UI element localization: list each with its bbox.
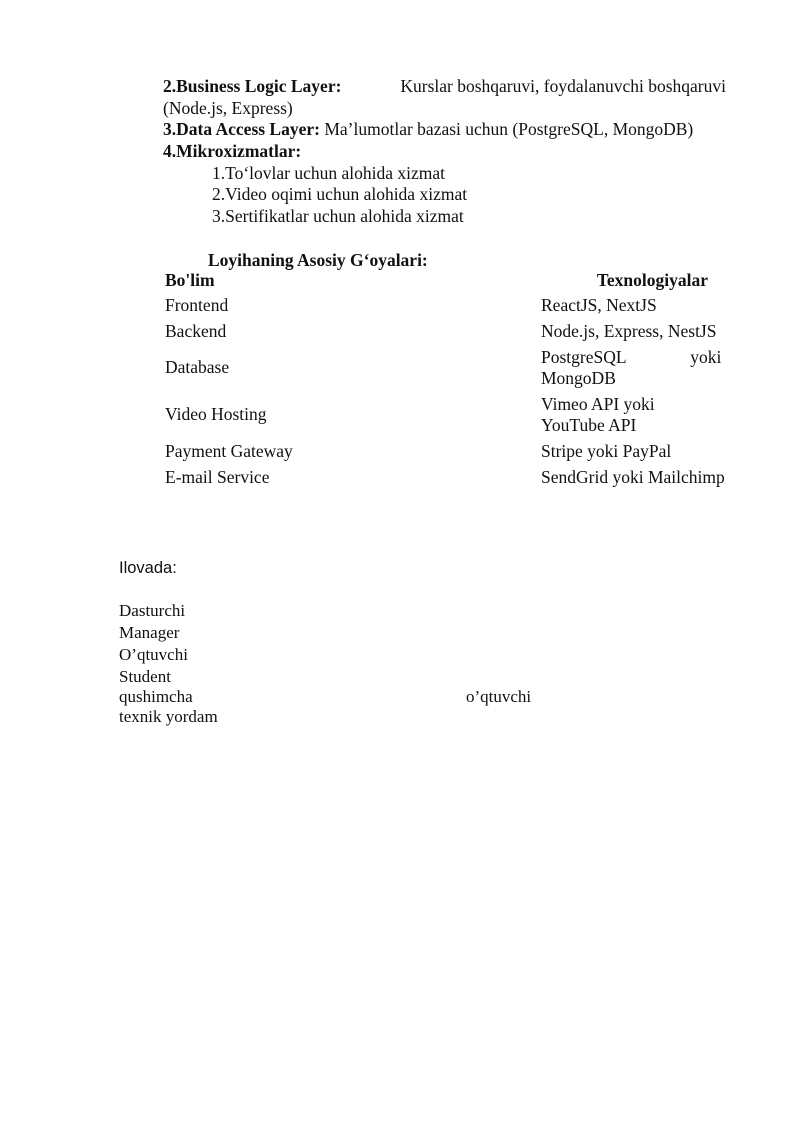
- layer-text: Ma’lumotlar bazasi uchun (PostgreSQL, MongoDB): [324, 119, 694, 139]
- layer-text: Kurslar boshqaruvi, foydalanuvchi boshqaruvi: [400, 76, 726, 96]
- layer-2: [163, 76, 726, 97]
- appendix-heading: Ilovada:: [119, 559, 177, 577]
- table-header: [165, 268, 740, 292]
- micro-item: 1.To‘lovlar uchun alohida xizmat: [212, 163, 446, 183]
- table-row: Frontend ReactJS, NextJS: [165, 294, 657, 315]
- role-item: texnik yordam: [119, 707, 218, 726]
- section-title: Loyihaning Asosiy G‘oyalari:: [208, 250, 428, 270]
- table-row: Database PostgreSQL yoki MongoDB: [165, 346, 722, 388]
- layer-number: 3.: [163, 119, 177, 139]
- role-item: qushimcha: [119, 687, 193, 706]
- layer-number: 4.: [163, 141, 177, 161]
- table-row: Video Hosting Vimeo API yoki YouTube API: [165, 393, 655, 435]
- header-tech: Texnologiyalar: [596, 269, 708, 290]
- table-row: Backend Node.js, Express, NestJS: [165, 320, 717, 341]
- layer-number: 2.: [163, 76, 177, 96]
- header-part: Bo'lim: [165, 269, 215, 290]
- tech-table: [165, 268, 740, 490]
- micro-item: 3.Sertifikatlar uchun alohida xizmat: [212, 206, 464, 226]
- layer-title: Mikroxizmatlar:: [176, 141, 302, 161]
- role-item: Manager: [119, 623, 180, 642]
- layer-2-continuation: (Node.js, Express): [163, 98, 293, 118]
- table-row: Payment Gateway Stripe yoki PayPal: [165, 440, 672, 461]
- micro-item: 2.Video oqimi uchun alohida xizmat: [212, 184, 468, 204]
- layer-3: [163, 119, 693, 140]
- role-extra: o’qtuvchi: [466, 687, 532, 706]
- layer-title: Data Access Layer:: [176, 119, 320, 139]
- layer-4: [163, 141, 301, 162]
- role-item: Student: [119, 667, 171, 686]
- role-item: O’qtuvchi: [119, 645, 188, 664]
- table-row: E-mail Service SendGrid yoki Mailchimp: [165, 466, 725, 487]
- role-item: Dasturchi: [119, 601, 186, 620]
- layer-title: Business Logic Layer:: [176, 76, 342, 96]
